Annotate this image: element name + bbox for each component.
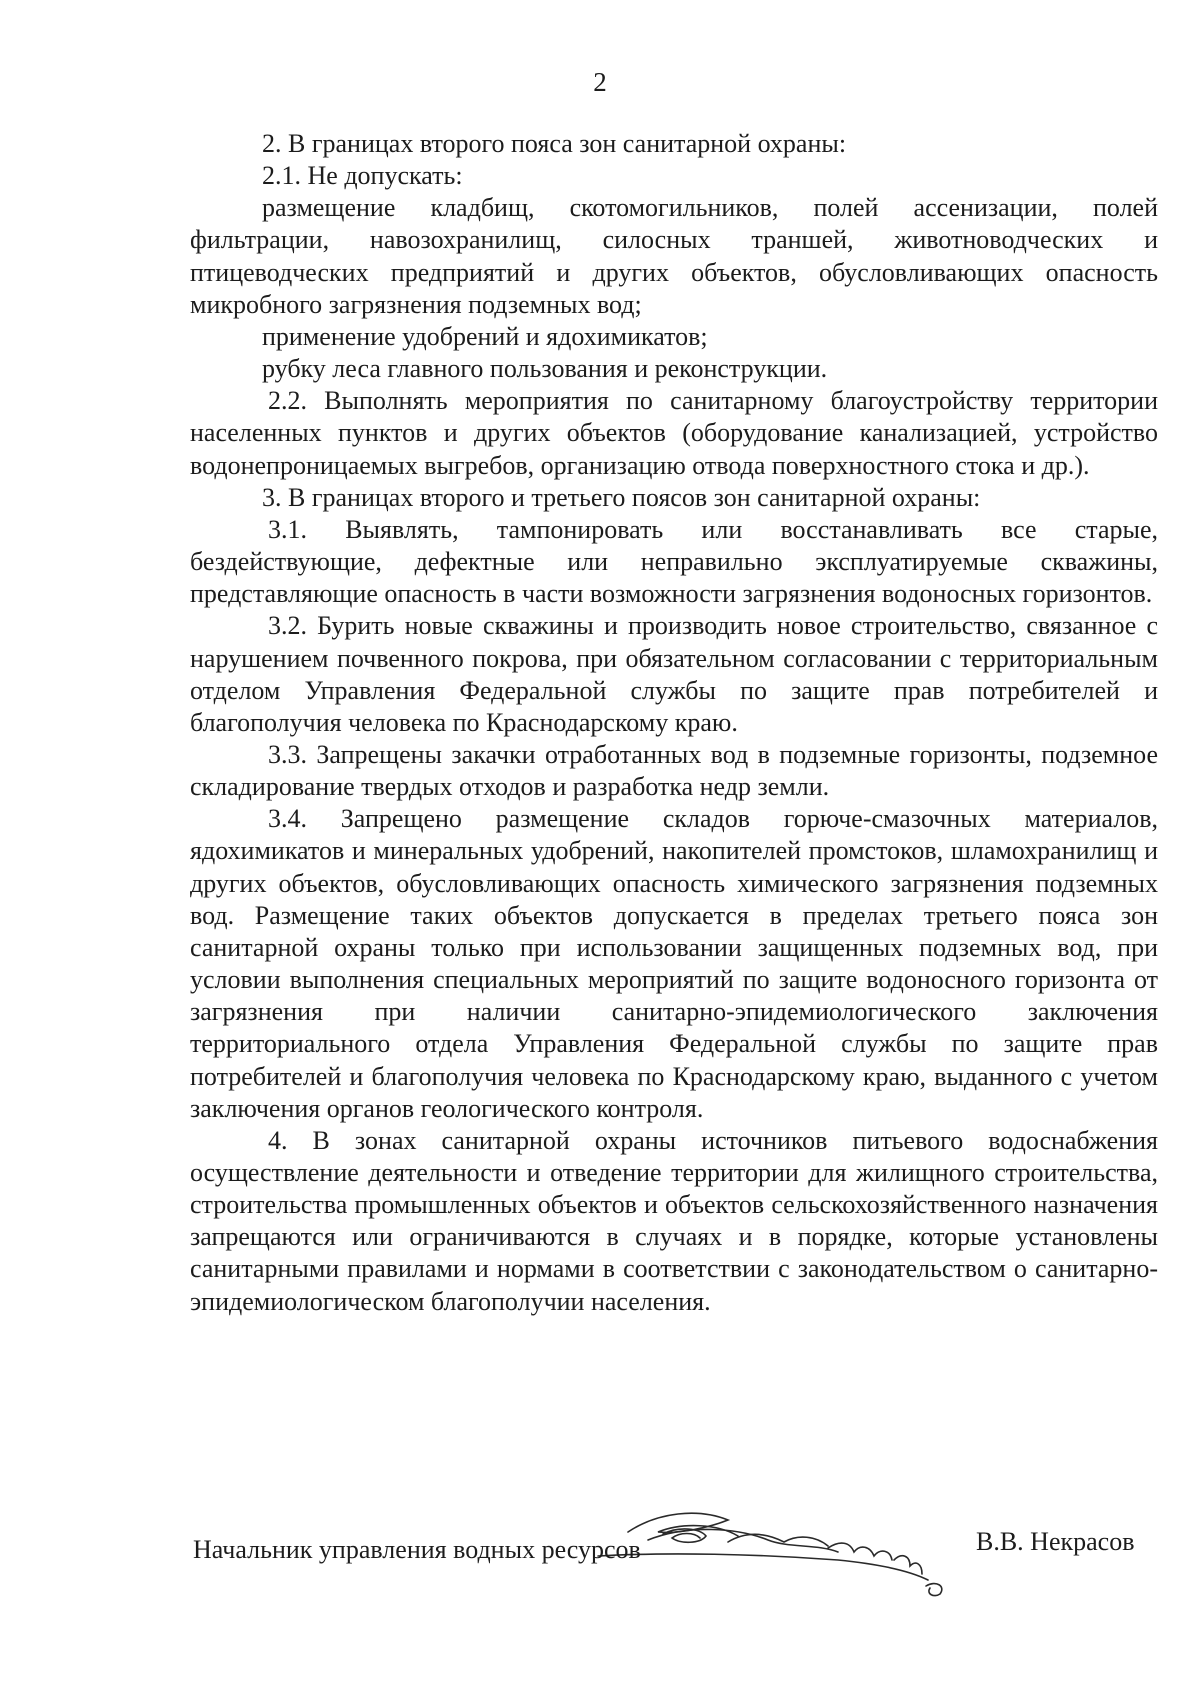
- document-body: [190, 128, 1158, 1318]
- clause-2-1-item-2: применение удобрений и ядохимикатов;: [262, 321, 708, 351]
- signer-position: Начальник управления водных ресурсов: [193, 1535, 641, 1564]
- signer-name: В.В. Некрасов: [976, 1527, 1135, 1556]
- page-number: 2: [593, 67, 607, 97]
- section-3-heading: 3. В границах второго и третьего поясов зон санитарной охраны:: [262, 482, 981, 512]
- clause-2-1-item-3: рубку леса главного пользования и реконструкции.: [262, 354, 828, 384]
- signature-block: [193, 1527, 1158, 1574]
- clause-2-1-item-1: размещение кладбищ, скотомогильников, полей ассенизации, полей фильтрации, навозохранилищ, силосных траншей, животноводческих и птицеводческих предприятий и других объектов, обусловливающих опасность микробного загрязнения подземных вод;: [190, 193, 1158, 319]
- clause-2-1: 2.1. Не допускать:: [262, 161, 463, 191]
- clause-3-1: 3.1. Выявлять, тампонировать или восстанавливать все старые, бездействующие, дефектные или неправильно эксплуатируемые скважины, представляющие опасность в части возможности загрязнения водоносных горизонтов.: [190, 514, 1158, 609]
- section-2-heading: 2. В границах второго пояса зон санитарной охраны:: [262, 129, 847, 158]
- clause-3-4: 3.4. Запрещено размещение складов горюче-смазочных материалов, ядохимикатов и минеральных удобрений, накопителей промстоков, шламохранилищ и других объектов, обусловливающих опасность химического загрязнения подземных вод. Размещение таких объектов допускается в пределах третьего пояса зон санитарной охраны только при использовании защищенных подземных вод, при условии выполнения специальных мероприятий по защите водоносного горизонта от загрязнения при наличии санитарно-эпидемиологического заключения территориального отдела Управления Федеральной службы по защите прав потребителей и благополучия человека по Краснодарскому краю, выданного с учетом заключения органов геологического контроля.: [190, 804, 1158, 1123]
- clause-3-3: 3.3. Запрещены закачки отработанных вод в подземные горизонты, подземное складирование твердых отходов и разработка недр земли.: [190, 739, 1158, 802]
- section-4: 4. В зонах санитарной охраны источников питьевого водоснабжения осуществление деятельности и отведение территории для жилищного строительства, строительства промышленных объектов и объектов сельскохозяйственного назначения запрещаются или ограничиваются в случаях и в порядке, которые установлены санитарными правилами и нормами в соответствии с законодательством о санитарно-эпидемиологическом благополучии населения.: [190, 1125, 1158, 1316]
- clause-3-2: 3.2. Бурить новые скважины и производить новое строительство, связанное с нарушением почвенного покрова, при обязательном согласовании с территориальным отделом Управления Федеральной службы по защите прав потребителей и благополучия человека по Краснодарскому краю.: [190, 611, 1158, 737]
- clause-2-2: 2.2. Выполнять мероприятия по санитарному благоустройству территории населенных пунктов и других объектов (оборудование канализацией, устройство водонепроницаемых выгребов, организацию отвода поверхностного стока и др.).: [190, 386, 1158, 480]
